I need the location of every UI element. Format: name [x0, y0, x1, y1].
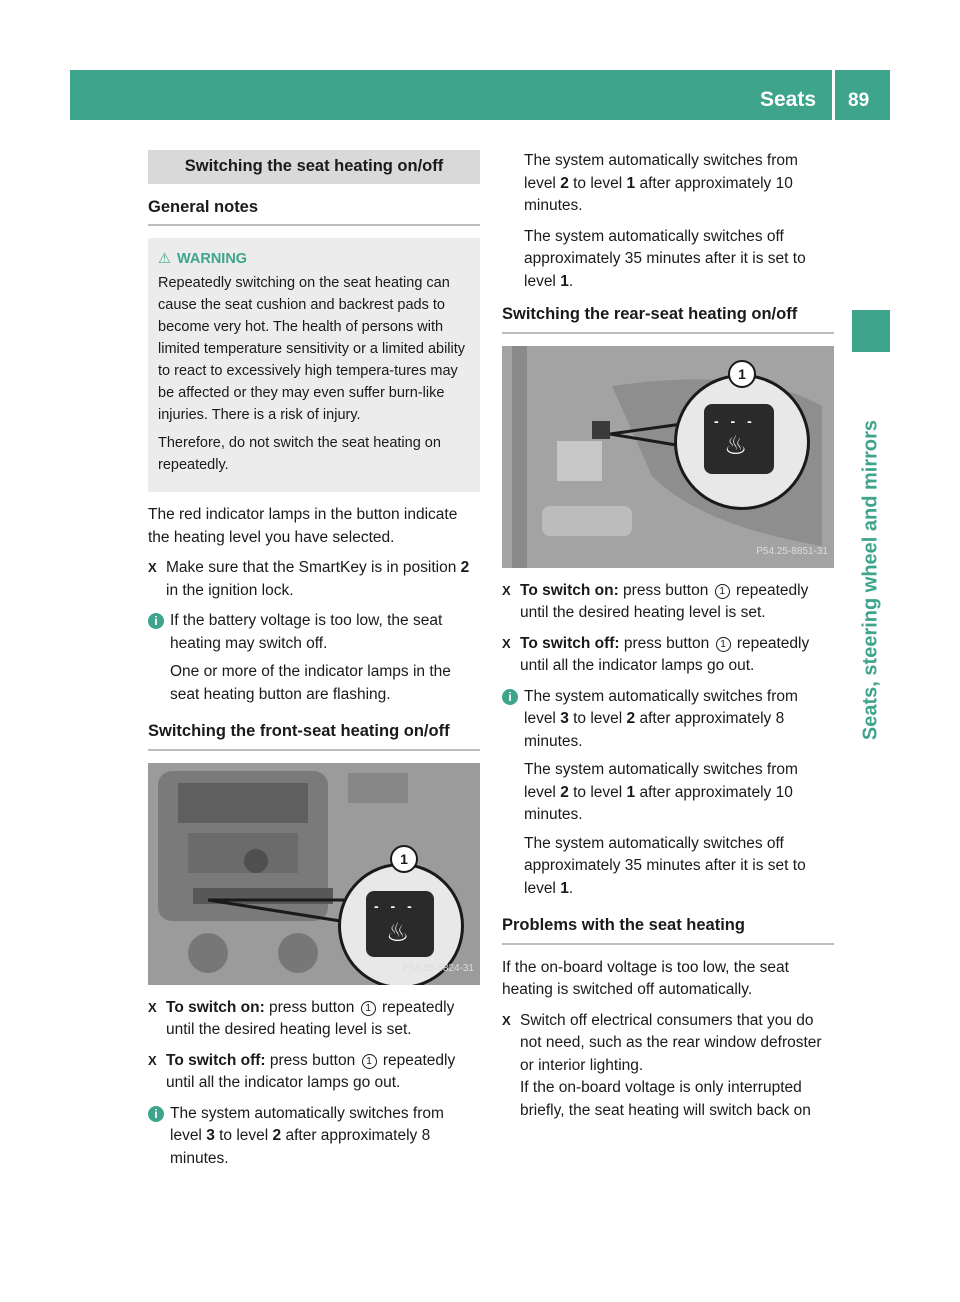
step-marker-icon: X	[502, 582, 511, 598]
warning-title: ⚠ WARNING	[158, 248, 470, 270]
right-column	[502, 150, 834, 1130]
step-switch-off: X To switch off: press button 1 repeatedly until all the indicator lamps go out.	[148, 1051, 456, 1091]
step-marker-icon: X	[502, 1012, 511, 1028]
info-icon: i	[148, 1106, 164, 1122]
callout-1: 1	[728, 360, 756, 388]
step-switch-off: X To switch off: press button 1 repeatedly until all the indicator lamps go out.	[502, 634, 810, 674]
info-battery: i If the battery voltage is too low, the seat heating may switch off. One or more of the indicator lamps in the seat heating button are flashing.	[148, 610, 480, 706]
warning-text-2: Therefore, do not switch the seat heating on repeatedly.	[158, 435, 441, 473]
warning-triangle-icon: ⚠	[158, 251, 171, 267]
side-chapter-label: Seats, steering wheel and mirrors	[859, 419, 882, 741]
info-icon: i	[148, 613, 164, 629]
info-auto-switch: i The system automatically switches from level 3 to level 2 after approximately 8 minutes. The system automatically switches from level 2 to level 1 after approximately 10 minutes. The system automatically switches off approximately 35 minutes after it is set to level 1.	[502, 686, 834, 901]
callout-1-icon: 1	[362, 1054, 377, 1069]
step-switch-on: X To switch on: press button 1 repeatedly until the desired heating level is set.	[148, 998, 455, 1038]
header-section-title: Seats	[760, 88, 817, 111]
step-marker-icon: X	[148, 999, 157, 1015]
side-tab	[852, 310, 890, 352]
auto-switch-continuation: The system automatically switches from level 2 to level 1 after approximately 10 minutes. The system automatically switches off approximately 35 minutes after it is set to level 1.	[524, 152, 806, 290]
step-marker-icon: X	[502, 635, 511, 651]
step-smartkey: X Make sure that the SmartKey is in position 2 in the ignition lock.	[148, 559, 470, 599]
indicator-lamps: - - -	[714, 412, 756, 429]
step-marker-icon: X	[148, 560, 157, 575]
indicator-lamps: - - -	[374, 897, 416, 914]
general-notes-heading: General notes	[148, 196, 480, 227]
warning-text: Repeatedly switching on the seat heating can cause the seat cushion and backrest pads to become very hot. The health of persons with limited temperature sensitivity or a limited ability to react to excessively high tempera-tures may be affected or they may even suffer burn-like injuries. There is a risk of injury.	[158, 275, 466, 423]
left-column	[148, 150, 480, 1178]
rear-seat-figure	[502, 346, 834, 568]
callout-1: 1	[390, 845, 418, 873]
figure-code: P54.25-8824-31	[402, 963, 474, 974]
figure-code: P54.25-8851-31	[756, 546, 828, 557]
step-switch-off-consumers: X Switch off electrical consumers that you do not need, such as the rear window defroster or interior lighting. If the on-board voltage is only interrupted briefly, the seat heating will switch back on	[502, 1011, 822, 1119]
front-seat-figure	[148, 763, 480, 985]
seat-heater-icon: ♨	[386, 916, 410, 947]
front-seat-heading: Switching the front-seat heating on/off	[148, 720, 480, 751]
indicator-text: The red indicator lamps in the button indicate the heating level you have selected.	[148, 506, 458, 546]
page-number: 89	[848, 90, 870, 111]
step-switch-on: X To switch on: press button 1 repeatedly until the desired heating level is set.	[502, 581, 809, 621]
warning-box	[148, 238, 480, 492]
info-auto-switch: i The system automatically switches from level 3 to level 2 after approximately 8 minutes.	[148, 1103, 480, 1171]
callout-1-icon: 1	[715, 584, 730, 599]
problems-text: If the on-board voltage is too low, the seat heating is switched off automatically.	[502, 958, 789, 998]
callout-1-icon: 1	[716, 637, 731, 652]
rear-seat-heading: Switching the rear-seat heating on/off	[502, 303, 834, 334]
step-marker-icon: X	[148, 1052, 157, 1068]
info-icon: i	[502, 689, 518, 705]
header-divider	[832, 70, 835, 120]
seat-heater-icon: ♨	[724, 429, 748, 460]
section-title: Switching the seat heating on/off	[148, 150, 480, 184]
problems-heading: Problems with the seat heating	[502, 914, 834, 945]
callout-1-icon: 1	[361, 1001, 376, 1016]
